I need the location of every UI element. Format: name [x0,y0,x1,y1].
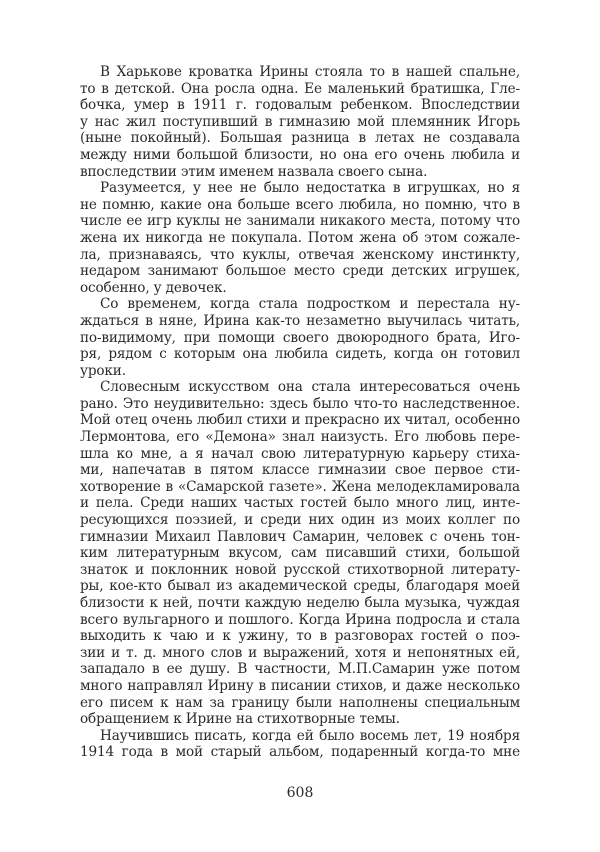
text-line: Словесным искусством она стала интересоваться очень [100,379,520,396]
text-line: Разумеется, у нее не было недостатка в игрушках, но я [100,180,520,197]
text-line: недаром занимают большое место среди детских игрушек, [80,263,520,280]
text-line: хотворение в «Самарской газете». Жена мелодекламировала [80,478,520,495]
text-line: близости к ней, почти каждую неделю была музыка, чуждая [80,595,520,611]
text-line: выходить к чаю и к ужину, то в разговорах гостей о поэ- [80,628,520,645]
text-line: В Харькове кроватка Ирины стояла то в нашей спальне, [100,64,520,80]
text-line: числе ее игр куклы не занимали никакого места, потому что [80,213,520,230]
text-line: уроки. [80,362,126,379]
text-line: рано. Это неудивительно: здесь было что-то наследственное. [80,395,520,412]
text-line: знаток и поклонник новой русской стихотворной литерату- [80,561,520,578]
text-line: ря, рядом с которым она любила сидеть, когда он готовил [80,346,520,363]
text-line: ры, кое-кто бывал из академической среды, благодаря моей [80,578,520,595]
text-line: и пела. Среди наших частых гостей было много лиц, инте- [80,495,520,512]
text-line: по-видимому, при помощи своего двоюродного брата, Иго- [80,329,520,346]
text-line: ла, признаваясь, что куклы, отвечая женскому инстинкту, [80,246,520,263]
text-line: зии и т. д. много слов и выражений, хотя и непонятных ей, [80,644,520,661]
text-line: не помню, какие она больше всего любила, но помню, что в [80,196,520,213]
text-line: шла ко мне, а я начал свою литературную карьеру стиха- [80,445,520,462]
text-line: всего вульгарного и пошлого. Когда Ирина подросла и стала [80,611,520,628]
text-line: между ними большой близости, но она его очень любила и [80,146,520,163]
text-line: Научившись писать, когда ей было восемь лет, 19 ноября [100,727,520,744]
text-line: бочка, умер в 1911 г. годовалым ребенком. Впоследствии [80,97,520,114]
text-line: обращением к Ирине на стихотворные темы. [80,711,400,728]
text-line: ми, напечатав в пятом классе гимназии свое первое сти- [80,462,520,479]
text-line: у нас жил поступивший в гимназию мой племянник Игорь [80,113,520,130]
page-body-text [80,64,520,761]
text-line: то в детской. Она росла одна. Ее маленький братишка, Гле- [80,80,520,97]
text-line: гимназии Михаил Павлович Самарин, человек с очень тон- [80,528,520,545]
text-line: жена их никогда не покупала. Потом жена об этом сожале- [80,229,520,246]
text-line: Лермонтова, его «Демона» знал наизусть. Его любовь пере- [80,429,520,446]
text-line: его писем к нам за границу были наполнены специальным [80,694,520,711]
text-line: ждаться в няне, Ирина как-то незаметно выучилась читать, [80,312,520,329]
text-line: ким литературным вкусом, сам писавший стихи, большой [80,545,520,562]
text-line: западало в ее душу. В частности, М.П.Самарин уже потом [80,661,520,678]
text-line: (ныне покойный). Большая разница в летах не создавала [80,130,520,147]
text-line: 1914 года в мой старый альбом, подаренный когда-то мне [80,744,520,761]
text-line: ресующихся поэзией, и среди них один из моих коллег по [80,512,520,529]
text-line: много направлял Ирину в писании стихов, и даже несколько [80,677,520,694]
text-line: впоследствии этим именем назвала своего сына. [80,163,428,180]
text-line: особенно, у девочек. [80,279,227,296]
page-number: 608 [286,785,314,801]
text-line: Со временем, когда стала подростком и перестала ну- [100,296,520,313]
text-line: Мой отец очень любил стихи и прекрасно их читал, особенно [80,412,520,429]
